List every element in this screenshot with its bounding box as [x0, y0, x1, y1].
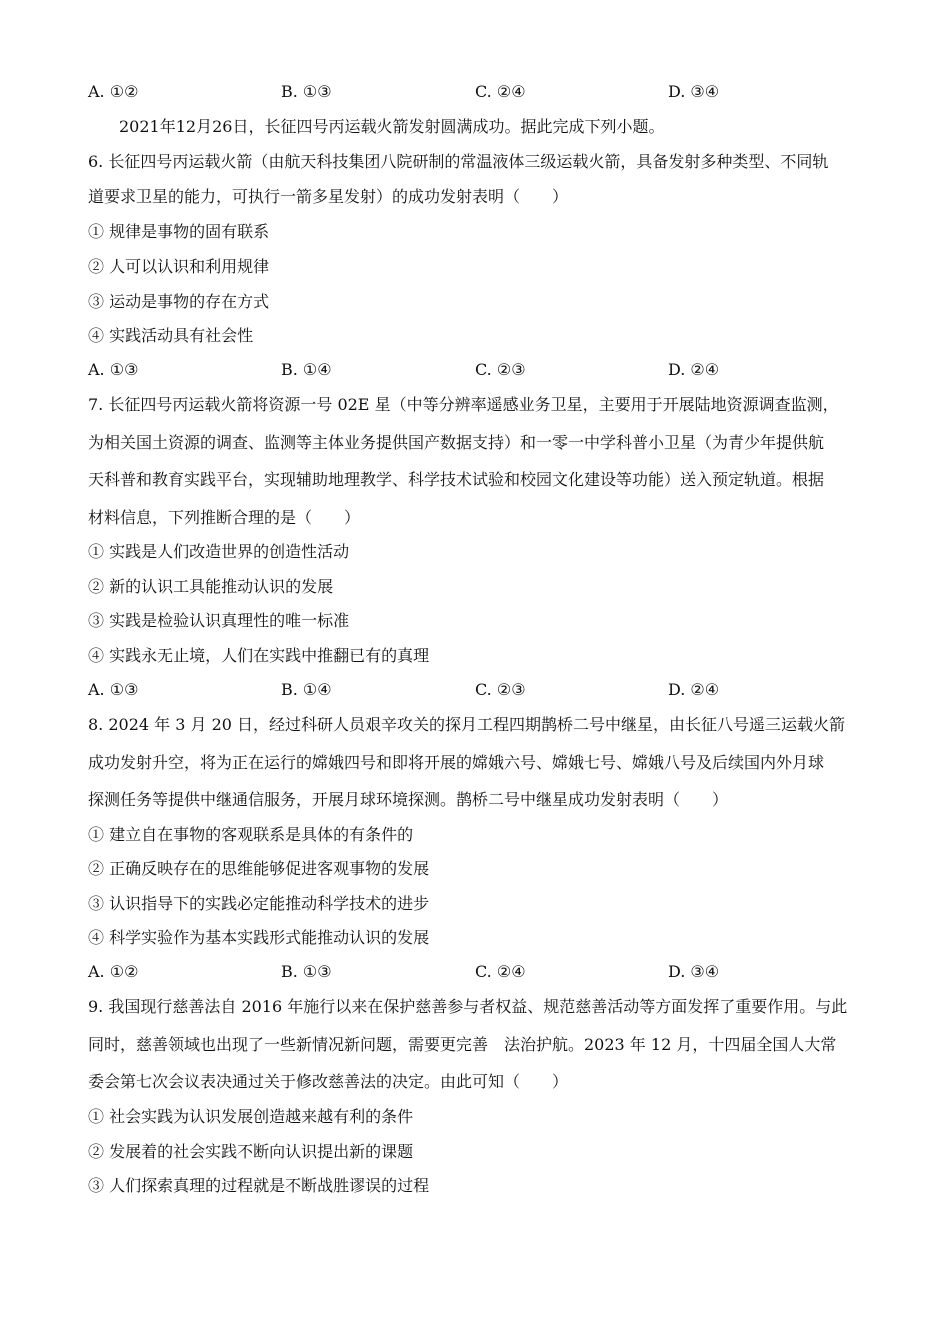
q8-option-a[interactable]: A. ①②: [88, 962, 139, 981]
q5-option-c[interactable]: C. ②④: [475, 82, 526, 101]
q7-option-b[interactable]: B. ①④: [281, 680, 332, 699]
q6-option-a[interactable]: A. ①③: [88, 360, 139, 379]
q9-stem-line-1: 9. 我国现行慈善法自 2016 年施行以来在保护慈善参与者权益、规范慈善活动等方面发挥了重要作用。与此: [88, 997, 848, 1016]
q5-option-b[interactable]: B. ①③: [281, 82, 332, 101]
q9-statement-2: ② 发展着的社会实践不断向认识提出新的课题: [88, 1142, 414, 1161]
q9-statement-1: ① 社会实践为认识发展创造越来越有利的条件: [88, 1107, 414, 1126]
q8-option-d[interactable]: D. ③④: [668, 962, 720, 981]
q7-stem-line-3: 天科普和教育实践平台，实现辅助地理教学、科学技术试验和校园文化建设等功能）送入预定轨道。根据: [88, 470, 825, 489]
q7-option-c[interactable]: C. ②③: [475, 680, 526, 699]
q7-statement-2: ② 新的认识工具能推动认识的发展: [88, 577, 334, 596]
q6-option-c[interactable]: C. ②③: [475, 360, 526, 379]
q9-stem-line-2: 同时，慈善领域也出现了一些新情况新问题，需要更完善 法治护航。2023 年 12 月，十四届全国人大常: [88, 1035, 837, 1054]
q6-option-b[interactable]: B. ①④: [281, 360, 332, 379]
q7-option-d[interactable]: D. ②④: [668, 680, 720, 699]
q9-statement-3: ③ 人们探索真理的过程就是不断战胜谬误的过程: [88, 1176, 430, 1195]
q7-statement-1: ① 实践是人们改造世界的创造性活动: [88, 542, 350, 561]
q6-statement-3: ③ 运动是事物的存在方式: [88, 292, 270, 311]
q5-option-d[interactable]: D. ③④: [668, 82, 720, 101]
q7-option-a[interactable]: A. ①③: [88, 680, 139, 699]
q8-option-b[interactable]: B. ①③: [281, 962, 332, 981]
q6-stem-line-2: 道要求卫星的能力，可执行一箭多星发射）的成功发射表明（ ）: [88, 187, 569, 206]
q6-statement-1: ① 规律是事物的固有联系: [88, 222, 270, 241]
q7-statement-4: ④ 实践永无止境，人们在实践中推翻已有的真理: [88, 646, 430, 665]
material-intro: 2021年12月26日，长征四号丙运载火箭发射圆满成功。据此完成下列小题。: [119, 117, 665, 136]
q8-statement-4: ④ 科学实验作为基本实践形式能推动认识的发展: [88, 928, 430, 947]
q7-stem-line-4: 材料信息，下列推断合理的是（ ）: [88, 508, 361, 527]
q8-stem-line-2: 成功发射升空，将为正在运行的嫦娥四号和即将开展的嫦娥六号、嫦娥七号、嫦娥八号及后续国内外月球: [88, 753, 825, 772]
q6-statement-4: ④ 实践活动具有社会性: [88, 326, 254, 345]
q8-option-c[interactable]: C. ②④: [475, 962, 526, 981]
q7-statement-3: ③ 实践是检验认识真理性的唯一标准: [88, 611, 350, 630]
q8-stem-line-1: 8. 2024 年 3 月 20 日，经过科研人员艰辛攻关的探月工程四期鹊桥二号中继星，由长征八号遥三运载火箭: [88, 715, 846, 734]
q6-option-d[interactable]: D. ②④: [668, 360, 720, 379]
q6-stem-line-1: 6. 长征四号丙运载火箭（由航天科技集团八院研制的常温液体三级运载火箭，具备发射多种类型、不同轨: [88, 152, 829, 171]
q9-stem-line-3: 委会第七次会议表决通过关于修改慈善法的决定。由此可知（ ）: [88, 1072, 569, 1091]
q7-stem-line-2: 为相关国土资源的调查、监测等主体业务提供国产数据支持）和一零一中学科普小卫星（为青少年提供航: [88, 433, 825, 452]
q8-statement-1: ① 建立自在事物的客观联系是具体的有条件的: [88, 825, 414, 844]
q8-stem-line-3: 探测任务等提供中继通信服务，开展月球环境探测。鹊桥二号中继星成功发射表明（ ）: [88, 790, 729, 809]
q8-statement-2: ② 正确反映存在的思维能够促进客观事物的发展: [88, 859, 430, 878]
q8-statement-3: ③ 认识指导下的实践必定能推动科学技术的进步: [88, 894, 430, 913]
q5-option-a[interactable]: A. ①②: [88, 82, 139, 101]
q7-stem-line-1: 7. 长征四号丙运载火箭将资源一号 02E 星（中等分辨率遥感业务卫星，主要用于开展陆地资源调查监测，: [88, 395, 839, 414]
q6-statement-2: ② 人可以认识和利用规律: [88, 257, 270, 276]
